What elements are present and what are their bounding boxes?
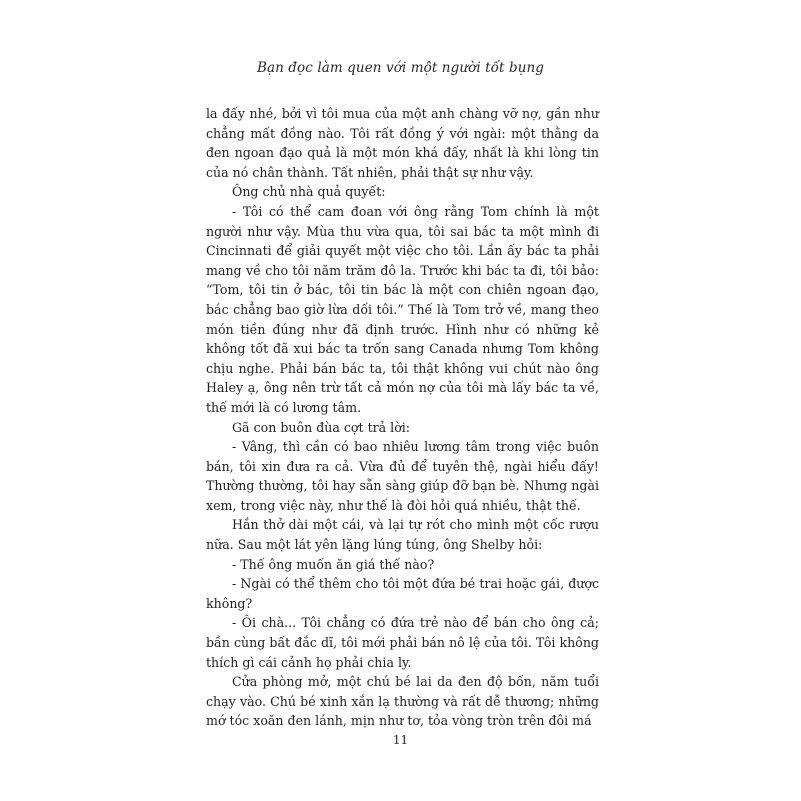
paragraph: - Ôi chà... Tôi chẳng có đứa trẻ nào để bán cho ông cả; bần cùng bất đắc dĩ, tôi mới phải bán nô lệ của tôi. Tôi không thích gì cái cảnh họ phải chia ly. [206, 615, 599, 670]
body-text [206, 104, 599, 731]
paragraph: - Ngài có thể thêm cho tôi một đứa bé trai hoặc gái, được không? [206, 576, 599, 611]
paragraph: Hắn thở dài một cái, và lại tự rót cho mình một cốc rượu nữa. Sau một lát yên lặng lúng túng, ông Shelby hỏi: [206, 517, 599, 553]
running-head: Bạn đọc làm quen với một người tốt bụng [256, 60, 545, 76]
paragraph: Gã con buôn đùa cợt trả lời: [232, 419, 411, 435]
paragraph: - Vâng, thì cần có bao nhiêu lương tâm trong việc buôn bán, tôi xin đưa ra cả. Vừa đủ để tuyên thệ, ngài hiểu đấy! Thường thường, tôi hay sẵn sàng giúp đỡ bạn bè. Nhưng ngài xem, trong việc này, như thế là đòi hỏi quá nhiều, thật thế. [206, 439, 599, 513]
paragraph: - Tôi có thể cam đoan với ông rằng Tom chính là một người như vậy. Mùa thu vừa qua, tôi sai bác ta một mình đi Cincinnati để giải quyết một việc cho tôi. Lần ấy bác ta phải mang về cho tôi năm trăm đô la. Trước khi bác ta đi, tôi bảo: “Tom, tôi tin ở bác, tôi tin bác là một con chiên ngoan đạo, bác chẳng bao giờ lừa dối tôi.” Thế là Tom trở về, mang theo món tiền đúng như đã định trước. Hình như có những kẻ không tốt đã xui bác ta trốn sang Canada nhưng Tom không chịu nghe. Phải bán bác ta, tôi thật không vui chút nào ông Haley ạ, ông nên trừ tất cả món nợ của tôi mà lấy bác ta về, thế mới là có lương tâm. [206, 203, 599, 415]
paragraph: Ông chủ nhà quả quyết: [232, 184, 386, 200]
paragraph: la đấy nhé, bởi vì tôi mua của một anh chàng vỡ nợ, gần như chẳng mất đồng nào. Tôi rất đồng ý với ngài: một thằng da đen ngoan đạo quả là một món khá đấy, nhất là khi lòng tin của nó chân thành. Tất nhiên, phải thật sự như vậy. [206, 106, 599, 180]
paragraph: - Thế ông muốn ăn giá thế nào? [232, 556, 435, 572]
paragraph: Cửa phòng mở, một chú bé lai da đen độ bốn, năm tuổi chạy vào. Chú bé xinh xắn lạ thường và rất dễ thương; những mớ tóc xoăn đen lánh, mịn như tơ, tỏa vòng tròn trên đôi má [206, 674, 599, 729]
page-number: 11 [392, 733, 409, 747]
